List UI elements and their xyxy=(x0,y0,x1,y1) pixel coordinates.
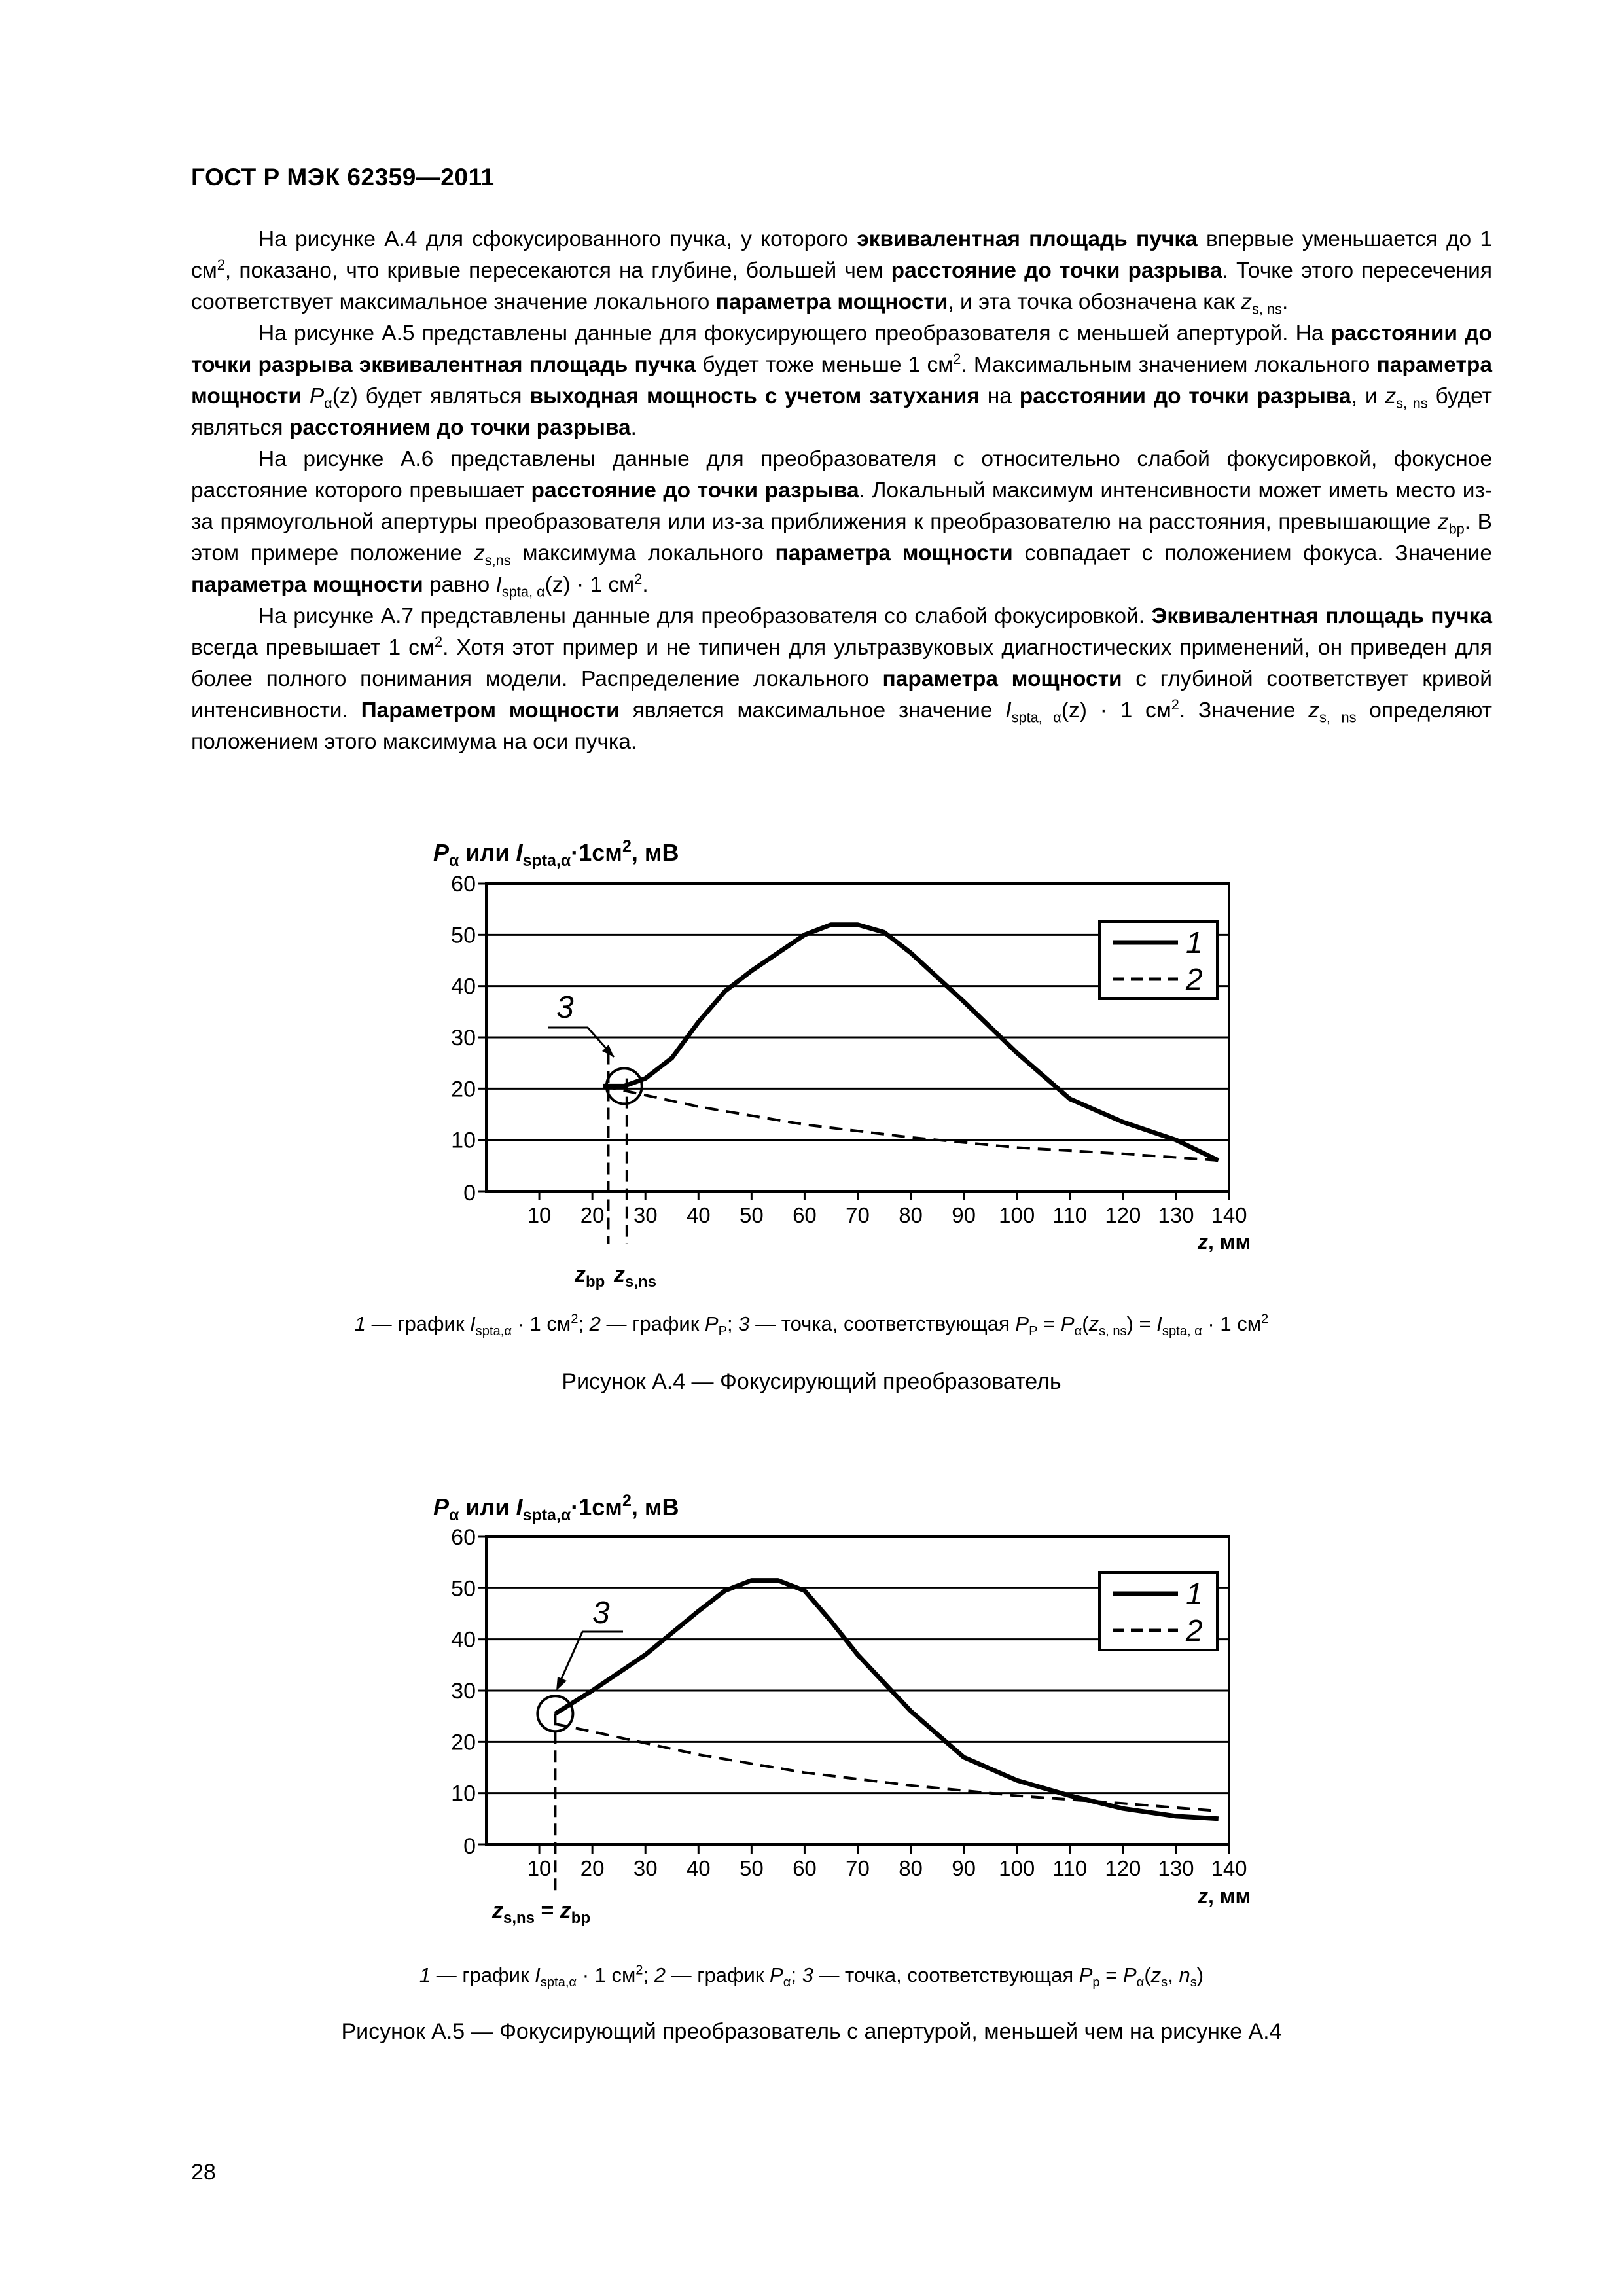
figure-a5-chart xyxy=(0,1486,1623,1944)
x-tick-label: 50 xyxy=(739,1203,764,1227)
x-tick-label: 120 xyxy=(1105,1856,1141,1880)
x-tick-label: 90 xyxy=(952,1203,976,1227)
x-tick-label: 70 xyxy=(846,1203,870,1227)
x-tick-label: 90 xyxy=(952,1856,976,1880)
y-tick-label: 60 xyxy=(451,1525,476,1550)
figure-a4-title: Рисунок А.4 — Фокусирующий преобразователь xyxy=(562,1369,1061,1394)
y-tick-label: 40 xyxy=(451,1627,476,1653)
y-tick-label: 50 xyxy=(451,1576,476,1602)
x-tick-label: 60 xyxy=(793,1203,817,1227)
point-3-label: 3 xyxy=(592,1596,610,1630)
x-axis-label: z, мм xyxy=(1198,1884,1251,1908)
paragraph: На рисунке А.4 для сфокусированного пучка, у которого эквивалентная площадь пучка впервые уменьшается до 1 $см^2$, показано, что кривые пересекаются на глубине, большей чем расстояние до точки разрыва. Точке этого пересечения соответствует максимальное значение локального параметра мощности, и эта точка обозначена как $z_{s, ns}$. xyxy=(191,227,1492,317)
x-tick-label: 80 xyxy=(899,1203,923,1227)
x-tick-label: 10 xyxy=(527,1856,552,1880)
x-tick-label: 130 xyxy=(1158,1856,1194,1880)
x-tick-label: 70 xyxy=(846,1856,870,1880)
x-tick-label: 130 xyxy=(1158,1203,1194,1227)
legend-label-1: 1 xyxy=(1186,1577,1203,1611)
y-tick-label: 0 xyxy=(463,1834,476,1859)
y-tick-label: 20 xyxy=(451,1077,476,1102)
y-axis-label: $P_\alpha$ или $I_{spta,\alpha}\cdot 1см^2$, мВ xyxy=(433,1492,679,1524)
legend-label-1: 1 xyxy=(1186,925,1203,960)
paragraph: На рисунке А.7 представлены данные для преобразователя со слабой фокусировкой. Эквивалентная площадь пучка всегда превышает 1 $см^2$. Хотя этот пример и не типичен для ультразвуковых диагностических применений, он приведен для более полного понимания модели. Распределение локального параметра мощности с глубиной соответствует кривой интенсивности. Параметром мощности является максимальное значение $I_{spta, \alpha}(z) \cdot 1$ $см^2$. Значение $z_{s, ns}$ определяют положением этого максимума на оси пучка. xyxy=(191,604,1493,754)
figure-a4-chart xyxy=(0,831,1623,1302)
x-tick-label: 110 xyxy=(1052,1203,1088,1227)
y-tick-label: 10 xyxy=(451,1128,476,1153)
y-tick-label: 20 xyxy=(451,1730,476,1755)
x-tick-label: 40 xyxy=(686,1203,711,1227)
x-tick-label: 140 xyxy=(1211,1203,1247,1227)
paragraph: На рисунке А.5 представлены данные для фокусирующего преобразователя с меньшей апертурой. На расстоянии до точки разрыва эквивалентная площадь пучка будет тоже меньше 1 $см^2$. Максимальным значением локального параметра мощности $P_\alpha(z)$ будет являться выходная мощность с учетом затухания на расстоянии до точки разрыва, и $z_{s, ns}$ будет являться расстоянием до точки разрыва. xyxy=(191,321,1493,440)
document-header: ГОСТ Р МЭК 62359—2011 xyxy=(191,164,495,190)
x-tick-label: 30 xyxy=(633,1203,658,1227)
legend xyxy=(1099,922,1217,999)
zbp-label: $z_{bp}$ xyxy=(575,1262,605,1291)
figure-a5-legend-caption: 1 — график $I_{spta,\alpha} \cdot 1$ $см^2$; 2 — график $P_\alpha$; 3 — точка, соответствующая $P_p = P_\alpha(z_s$, $n_s$) xyxy=(419,1963,1204,1990)
y-tick-label: 30 xyxy=(451,1679,476,1704)
body-text xyxy=(191,224,1492,758)
y-tick-label: 0 xyxy=(463,1181,476,1206)
zsns-zbp-label: $z_{s,ns} = z_{bp}$ xyxy=(492,1898,591,1927)
y-tick-label: 60 xyxy=(451,872,476,897)
x-tick-label: 40 xyxy=(686,1856,711,1880)
legend xyxy=(1099,1573,1217,1650)
y-tick-label: 30 xyxy=(451,1026,476,1050)
x-tick-label: 80 xyxy=(899,1856,923,1880)
point-3-label: 3 xyxy=(556,990,574,1025)
legend-label-2: 2 xyxy=(1186,962,1203,996)
figure-a4-legend-caption: 1 — график $I_{spta,\alpha} \cdot 1$ $см^2$; 2 — график $P_P$; 3 — точка, соответствующая $P_P = P_\alpha(z_{s, ns}) = I_{spta, \alpha} \cdot 1$ $см^2$ xyxy=(354,1312,1269,1339)
x-tick-label: 100 xyxy=(999,1856,1035,1880)
x-tick-label: 50 xyxy=(739,1856,764,1880)
legend-label-2: 2 xyxy=(1186,1613,1203,1647)
figure-a5-title: Рисунок А.5 — Фокусирующий преобразователь с апертурой, меньшей чем на рисунке А.4 xyxy=(341,2019,1282,2044)
x-tick-label: 30 xyxy=(633,1856,658,1880)
y-tick-label: 10 xyxy=(451,1781,476,1806)
zsns-label: $z_{s,ns}$ xyxy=(614,1262,657,1291)
series-2-line xyxy=(555,1724,1218,1811)
y-tick-label: 50 xyxy=(451,923,476,948)
x-tick-label: 20 xyxy=(580,1203,605,1227)
page-number: 28 xyxy=(191,2160,216,2185)
x-tick-label: 100 xyxy=(999,1203,1035,1227)
x-tick-label: 20 xyxy=(580,1856,605,1880)
x-axis-label: z, мм xyxy=(1198,1230,1251,1253)
x-tick-label: 110 xyxy=(1052,1856,1088,1880)
x-tick-label: 140 xyxy=(1211,1856,1247,1880)
x-tick-label: 60 xyxy=(793,1856,817,1880)
y-axis-label: $P_\alpha$ или $I_{spta,\alpha}\cdot 1см^2$, мВ xyxy=(433,837,679,870)
x-tick-label: 10 xyxy=(527,1203,552,1227)
paragraph: На рисунке А.6 представлены данные для преобразователя с относительно слабой фокусировкой, фокусное расстояние которого превышает расстояние до точки разрыва. Локальный максимум интенсивности может иметь место из-за прямоугольной апертуры преобразователя или из-за приближения к преобразователю на расстояния, превышающие $z_{bp}$. В этом примере положение $z_{s,ns}$ максимума локального параметра мощности совпадает с положением фокуса. Значение параметра мощности равно $I_{spta, \alpha}(z) \cdot 1$ $см^2$. xyxy=(191,447,1492,600)
x-tick-label: 120 xyxy=(1105,1203,1141,1227)
point-3-arrowhead xyxy=(556,1677,567,1691)
y-tick-label: 40 xyxy=(451,974,476,999)
